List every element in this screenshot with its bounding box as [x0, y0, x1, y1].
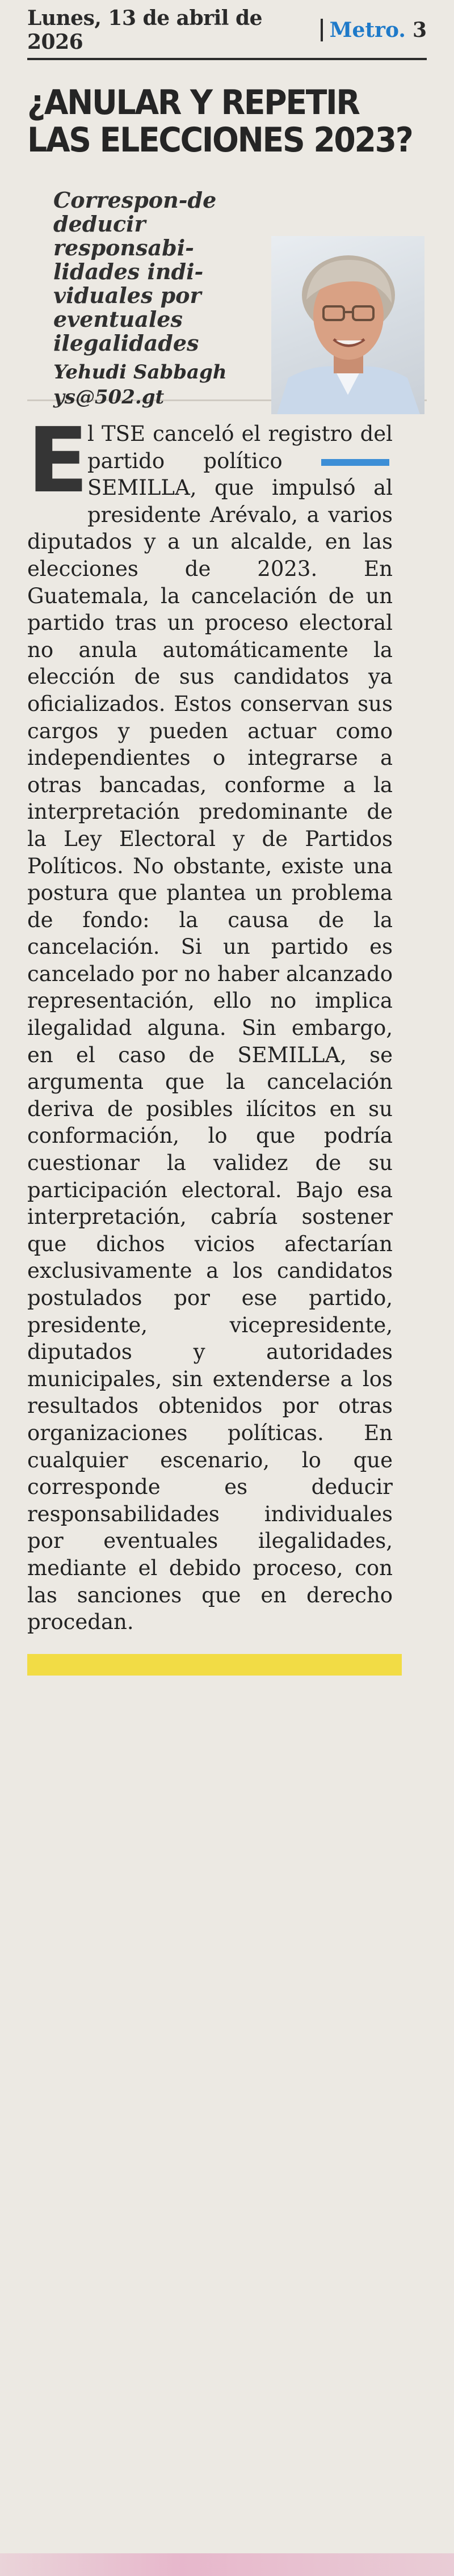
section-name: Metro. — [329, 18, 406, 42]
author-email: ys@502.gt — [53, 386, 165, 409]
accent-bar — [321, 459, 389, 466]
body-paragraph — [27, 409, 393, 1636]
page-header — [27, 0, 427, 60]
article-intro — [27, 184, 427, 409]
header-right — [321, 18, 427, 42]
byline — [53, 360, 227, 410]
article-title: ¿ANULAR Y REPETIR LAS ELECCIONES 2023? — [27, 83, 413, 160]
article-deck: Correspon-de deducir responsabi-lidades indi-viduales por eventuales ilegalidades — [53, 187, 217, 356]
author-photo — [271, 236, 424, 414]
scan-edge — [0, 2553, 454, 2576]
header-divider — [321, 19, 323, 41]
body-text-main: SEMILLA, que impulsó al presidente Arévalo, a varios diputados y a un alcalde, en las elecciones de 2023. En Guatemala, la cancelación de un partido tras un proceso electoral no anula automáticamente la elección de sus candidatos ya oficializados. Estos conservan sus cargos y pueden actuar como independientes o integrarse a otras bancadas, conforme a la interpretación predominante de la Ley Electoral y de Partidos Políticos. No obstante, existe una postura que plantea un problema de fondo: la causa de la cancelación. Si un partido es cancelado por no haber alcanzado representación, ello no implica ilegalidad alguna. Sin embargo, en el caso de SEMILLA, se argumenta que la cancelación deriva de posibles ilícitos en su conformación, lo que podría cuestionar la validez de su participación electoral. Bajo esa interpretación, cabría sostener que dichos vicios afectarían exclusivamente a los candidatos postulados por ese partido, presidente, vicepresidente, diputados y autoridades municipales, sin extenderse a los resultados obtenidos por otras organizaciones políticas. En cualquier escenario, lo que corresponde es deducir responsabilidades individuales por eventuales ilegalidades, mediante el debido proceso, con las sanciones que en derecho procedan. — [27, 475, 393, 1635]
drop-cap: E — [27, 409, 89, 513]
body-text-start: l TSE canceló el registro del partido político — [87, 422, 393, 473]
issue-date: Lunes, 13 de abril de 2026 — [27, 6, 263, 54]
page-number: 3 — [412, 18, 427, 42]
author-name: Yehudi Sabbagh — [53, 361, 227, 384]
highlight-bar — [27, 1654, 402, 1676]
author-portrait-icon — [271, 236, 424, 414]
article-body — [27, 409, 427, 1636]
